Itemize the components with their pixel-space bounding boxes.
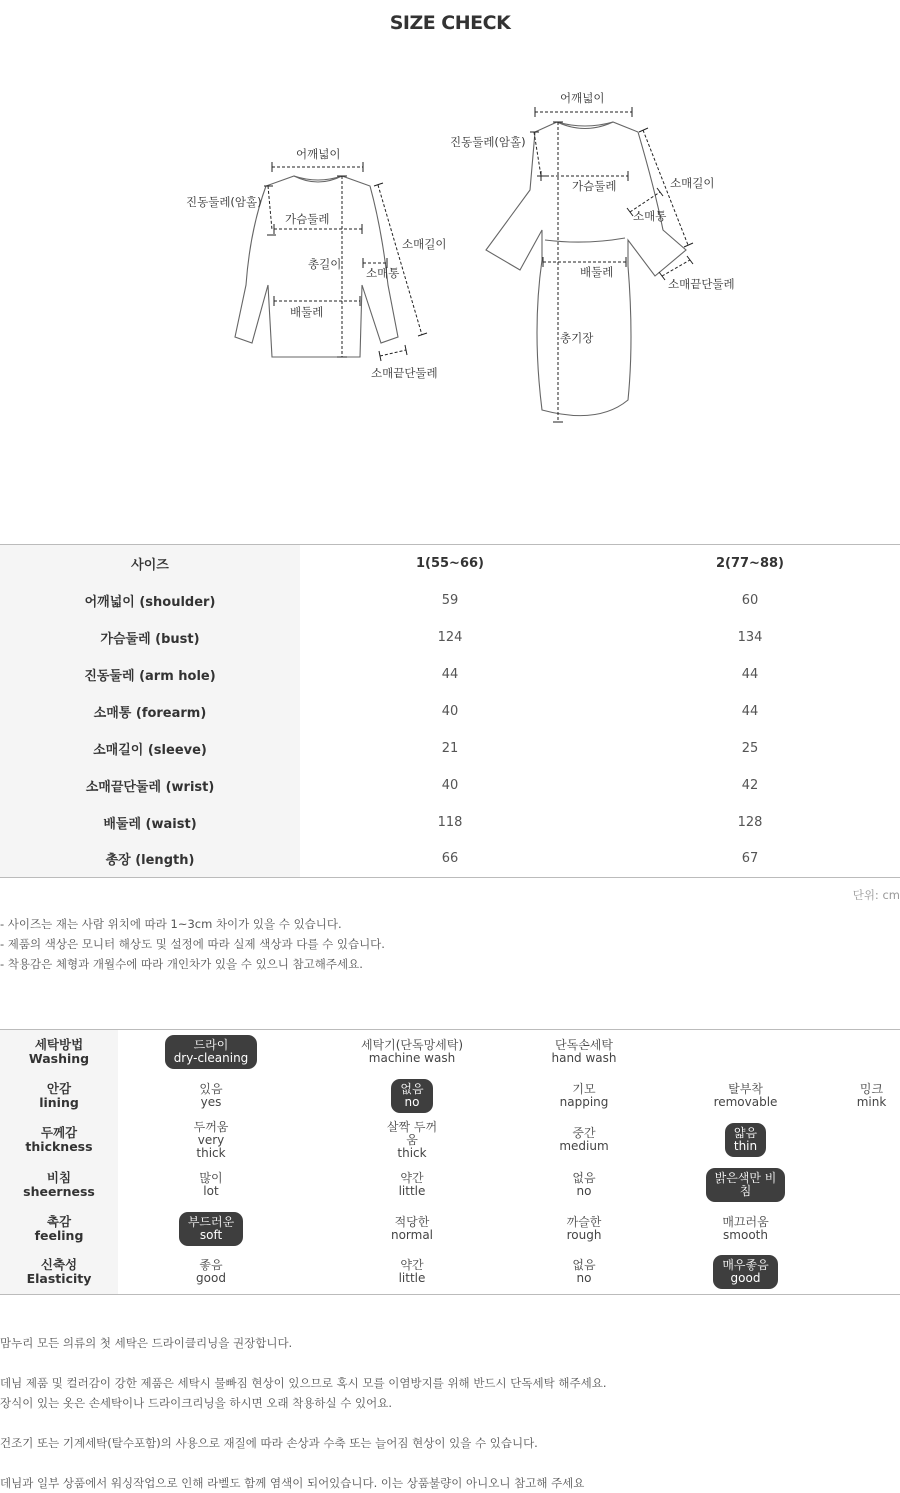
option: 매끄러움 smooth <box>722 1214 769 1242</box>
dress-length-label: 총기장 <box>560 331 594 345</box>
note-item: - 착용감은 체형과 개월수에 따라 개인차가 있을 수 있으니 참고해주세요. <box>0 957 363 971</box>
size-diagram <box>0 80 900 440</box>
care-instructions <box>0 1333 606 1493</box>
dress-waist-label: 배둘레 <box>580 265 614 279</box>
page-title: SIZE CHECK <box>389 12 511 34</box>
row-value-1: 40 <box>441 777 459 793</box>
row-label: 배둘레 (waist) <box>0 804 300 841</box>
care-text: 데님 제품 및 컬러감이 강한 제품은 세탁시 물빠짐 현상이 있으므로 혹시 모를 이염방지를 위해 반드시 단독세탁 해주세요. <box>0 1376 607 1390</box>
top-shoulder-label: 어깨넓이 <box>296 147 341 161</box>
unit-label: 단위: cm <box>852 888 900 902</box>
option-selected: 드라이 dry-cleaning <box>165 1035 258 1069</box>
option: 좋음 good <box>196 1258 226 1286</box>
row-value-1: 124 <box>437 629 463 645</box>
header-size-2: 2(77~88) <box>715 555 784 571</box>
row-value-2: 42 <box>741 777 759 793</box>
row-label: 총장 (length) <box>0 841 300 878</box>
option: 밍크 mink <box>856 1081 887 1109</box>
row-label: 소매통 (forearm) <box>0 693 300 730</box>
fabric-row-elasticity <box>0 1251 900 1295</box>
option-selected: 얇음 thin <box>725 1123 766 1157</box>
option: 약간 little <box>398 1170 426 1198</box>
table-row <box>0 804 900 841</box>
top-sleeve-label: 소매길이 <box>402 237 447 251</box>
care-text: 장식이 있는 옷은 손세탁이나 드라이크리닝을 하시면 오래 착용하실 수 있어요. <box>0 1396 393 1410</box>
option: 단독손세탁 hand wash <box>551 1037 617 1065</box>
dress-sleeve-label: 소매길이 <box>670 176 715 190</box>
fabric-row-thickness <box>0 1118 900 1163</box>
row-value-1: 118 <box>437 814 463 830</box>
note-item: - 사이즈는 재는 사람 위치에 따라 1~3cm 차이가 있을 수 있습니다. <box>0 917 342 931</box>
care-text: 맘누리 모든 의류의 첫 세탁은 드라이클리닝을 권장합니다. <box>0 1336 293 1350</box>
row-value-2: 128 <box>737 814 763 830</box>
option-selected: 매우좋음 good <box>713 1255 777 1289</box>
option: 적당한 normal <box>390 1214 434 1242</box>
top-armhole-label: 진동둘레(암홀) <box>186 195 262 209</box>
option: 기모 napping <box>559 1081 609 1109</box>
option-selected: 없음 no <box>391 1079 432 1113</box>
top-length-label: 총길이 <box>308 257 342 271</box>
fabric-label: 신축성 Elasticity <box>0 1251 118 1295</box>
fabric-label: 세탁방법 Washing <box>0 1030 118 1074</box>
option: 탈부착 removable <box>713 1081 778 1109</box>
fabric-row-washing <box>0 1030 900 1074</box>
option-selected: 부드러운 soft <box>179 1212 243 1246</box>
row-label: 어깨넓이 (shoulder) <box>0 582 300 619</box>
fabric-label: 촉감 feeling <box>0 1207 118 1251</box>
top-forearm-label: 소매통 <box>366 266 400 280</box>
fabric-label: 안감 lining <box>0 1074 118 1118</box>
option: 두꺼움 very thick <box>193 1119 229 1160</box>
note-item: - 제품의 색상은 모니터 해상도 및 설정에 따라 실제 색상과 다를 수 있습니다. <box>0 937 385 951</box>
option: 있음 yes <box>199 1081 223 1109</box>
row-label: 소매길이 (sleeve) <box>0 730 300 767</box>
row-value-2: 25 <box>741 740 759 756</box>
dress-bust-label: 가슴둘레 <box>572 179 617 193</box>
row-value-1: 21 <box>441 740 459 756</box>
row-value-1: 44 <box>441 666 459 682</box>
fabric-row-feeling <box>0 1207 900 1251</box>
size-table-header <box>0 545 900 582</box>
row-label: 소매끝단둘레 (wrist) <box>0 767 300 804</box>
fabric-row-sheerness <box>0 1163 900 1207</box>
dress-wrist-label: 소매끝단둘레 <box>668 277 735 291</box>
dress-armhole-label: 진동둘레(암홀) <box>450 135 526 149</box>
header-size-1: 1(55~66) <box>415 555 484 571</box>
option: 까슬한 rough <box>566 1214 602 1242</box>
row-value-1: 40 <box>441 703 459 719</box>
header-size: 사이즈 <box>0 545 300 582</box>
size-table <box>0 544 900 878</box>
row-value-2: 67 <box>741 851 759 867</box>
row-label: 가슴둘레 (bust) <box>0 619 300 656</box>
row-value-2: 60 <box>741 592 759 608</box>
option: 중간 medium <box>559 1126 609 1153</box>
top-wrist-label: 소매끝단둘레 <box>371 366 438 380</box>
size-notes <box>0 914 385 974</box>
table-row <box>0 841 900 878</box>
option: 없음 no <box>572 1258 596 1286</box>
top-waist-label: 배둘레 <box>290 305 324 319</box>
dress-shoulder-label: 어깨넓이 <box>560 91 605 105</box>
fabric-info-table <box>0 1029 900 1295</box>
fabric-label: 두께감 thickness <box>0 1118 118 1163</box>
option: 약간 little <box>398 1258 426 1286</box>
care-text: 데님과 일부 상품에서 워싱작업으로 인해 라벨도 함께 염색이 되어있습니다. 이는 상품불량이 아니오니 참고해 주세요 <box>0 1476 585 1490</box>
fabric-label: 비침 sheerness <box>0 1163 118 1207</box>
row-value-2: 44 <box>741 703 759 719</box>
table-row <box>0 656 900 693</box>
care-text: 건조기 또는 기계세탁(탈수포함)의 사용으로 재질에 따라 손상과 수축 또는 늘어짐 현상이 있을 수 있습니다. <box>0 1436 538 1450</box>
dress-forearm-label: 소매통 <box>633 209 667 223</box>
fabric-row-lining <box>0 1074 900 1118</box>
row-value-2: 134 <box>737 629 763 645</box>
table-row <box>0 730 900 767</box>
table-row <box>0 619 900 656</box>
option: 살짝 두꺼 움 thick <box>386 1119 438 1160</box>
option: 없음 no <box>572 1170 596 1198</box>
row-value-1: 59 <box>441 592 459 608</box>
top-bust-label: 가슴둘레 <box>285 212 330 226</box>
row-label: 진동둘레 (arm hole) <box>0 656 300 693</box>
table-row <box>0 582 900 619</box>
table-row <box>0 767 900 804</box>
row-value-1: 66 <box>441 851 459 867</box>
option-selected: 밝은색만 비 침 <box>706 1168 786 1202</box>
option: 세탁기(단독망세탁) machine wash <box>360 1037 464 1065</box>
option: 많이 lot <box>199 1170 223 1198</box>
table-row <box>0 693 900 730</box>
row-value-2: 44 <box>741 666 759 682</box>
